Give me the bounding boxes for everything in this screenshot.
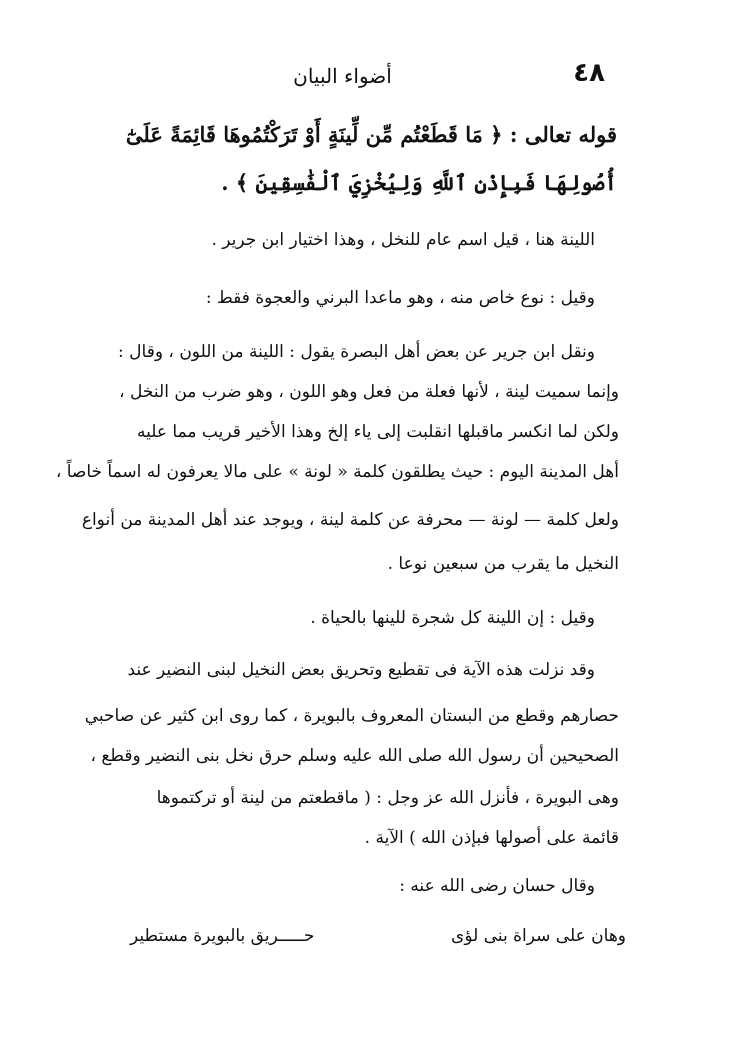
paragraph-line: وقال حسان رضى الله عنه : (399, 876, 595, 896)
page-header (80, 58, 605, 98)
running-title: أضواء البيان (293, 64, 392, 88)
paragraph-line: وقد نزلت هذه الآية فى تقطيع وتحريق بعض النخيل لبنى النضير عند (127, 660, 595, 680)
quran-verse-line: أُصُولِهَا فَبِإِذْنِ ٱللَّهِ وَلِيُخْزِيَ ٱلْفَٰسِقِينَ ﴾ . (221, 170, 617, 195)
paragraph-line: ونقل ابن جرير عن بعض أهل البصرة يقول : اللينة من اللون ، وقال : (118, 342, 595, 362)
page-number: ٤٨ (573, 58, 605, 88)
paragraph-line: حصارهم وقطع من البستان المعروف بالبويرة ، كما روى ابن كثير عن صاحبي (84, 706, 619, 726)
paragraph-line: وهى البويرة ، فأنزل الله عز وجل : ( ماقطعتم من لينة أو تركتموها (156, 788, 619, 808)
paragraph-line: الصحيحين أن رسول الله صلى الله عليه وسلم حرق نخل بنى النضير وقطع ، (90, 746, 619, 766)
paragraph-line: وقيل : نوع خاص منه ، وهو ماعدا البرني والعجوة فقط : (205, 288, 595, 308)
quran-verse-line: قوله تعالى : ﴿ مَا قَطَعْتُم مِّن لِّينَةٍ أَوْ تَرَكْتُمُوهَا قَائِمَةً عَلَىٰٓ (125, 122, 617, 147)
second-hemistich: حـــــريق بالبويرة مستطير (130, 926, 315, 946)
poetry-verse (130, 928, 626, 954)
paragraph-line: ولعل كلمة — لونة — محرفة عن كلمة لينة ، ويوجد عند أهل المدينة من أنواع (81, 510, 619, 530)
paragraph-line: اللينة هنا ، قيل اسم عام للنخل ، وهذا اختيار ابن جرير . (211, 230, 595, 250)
paragraph-line: قائمة على أصولها فبإذن الله ) الآية . (364, 828, 619, 848)
paragraph-line: أهل المدينة اليوم : حيث يطلقون كلمة « لونة » على مالا يعرفون له اسماً خاصاً ، (55, 462, 619, 482)
paragraph-line: النخيل ما يقرب من سبعين نوعا . (387, 554, 619, 574)
first-hemistich: وهان على سراة بنى لؤى (451, 926, 626, 946)
paragraph-line: ولكن لما انكسر ماقبلها انقلبت إلى ياء إلخ وهذا الأخير قريب مما عليه (136, 422, 619, 442)
paragraph-line: وإنما سميت لينة ، لأنها فعلة من فعل وهو اللون ، وهو ضرب من النخل ، (119, 382, 619, 402)
paragraph-line: وقيل : إن اللينة كل شجرة للينها بالحياة . (310, 608, 595, 628)
